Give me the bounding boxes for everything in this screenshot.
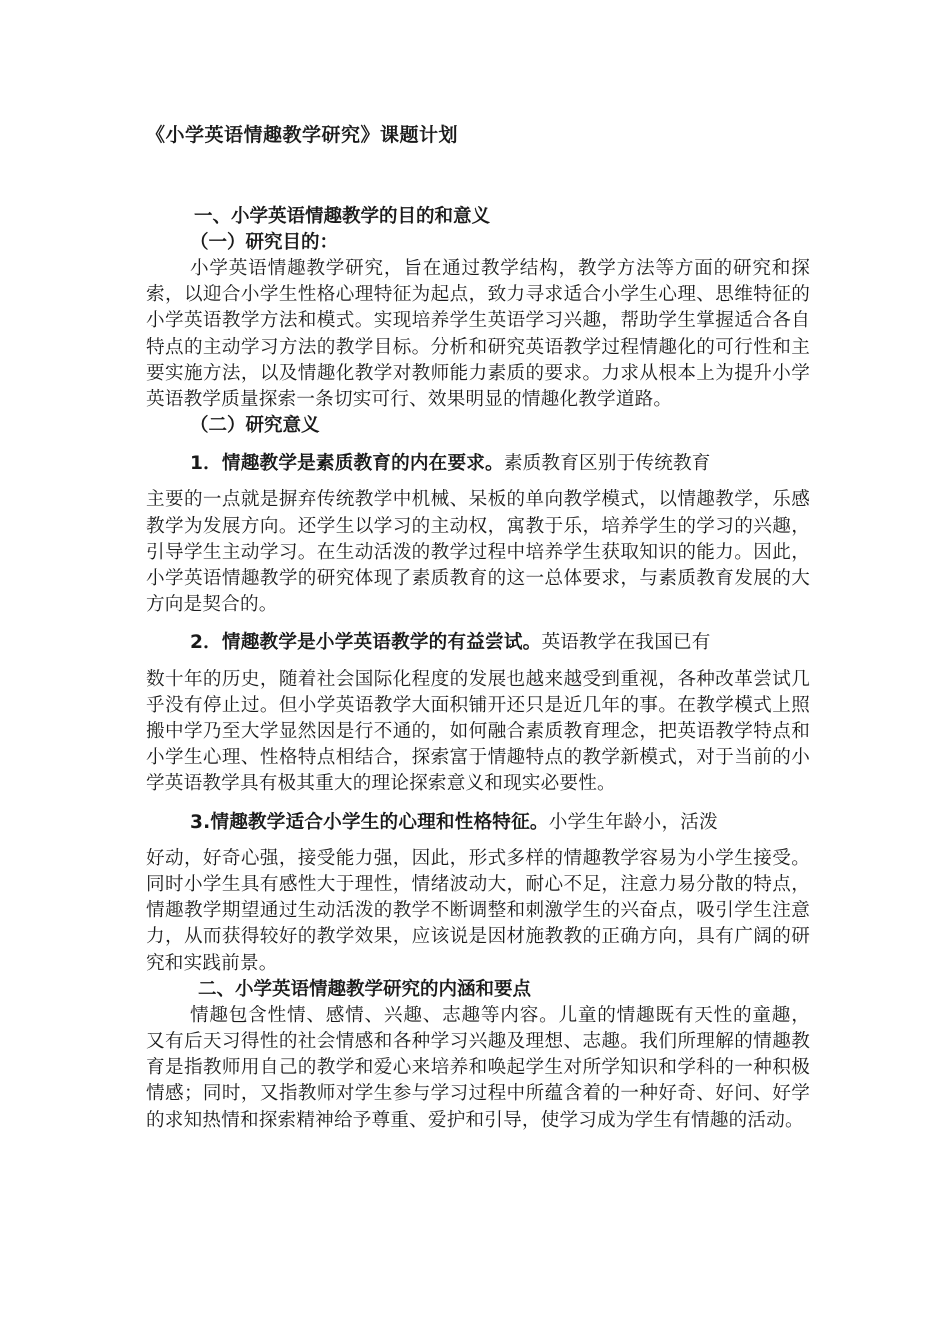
- section1-heading: 一、小学英语情趣教学的目的和意义: [194, 206, 491, 227]
- section2-heading: 二、小学英语情趣教学研究的内涵和要点: [198, 978, 532, 1000]
- section2-paragraph: 情趣包含性情、感情、兴趣、志趣等内容。儿童的情趣既有天性的童趣，又有后天习得性的社会情感和各种学习兴趣及理想、志趣。我们所理解的情趣教育是指教师用自己的教学和爱心来培养和唤起学生对所学知识和学科的一种积极情感；同时，又指教师对学生参与学习过程中所蕴含着的一种好奇、好问、好学的求知热情和探索精神给予尊重、爱护和引导，使学习成为学生有情趣的活动。: [146, 1004, 810, 1131]
- point-2-lead: 2．情趣教学是小学英语教学的有益尝试。: [190, 632, 542, 654]
- point-2-text: 数十年的历史，随着社会国际化程度的发展也越来越受到重视，各种改革尝试几乎没有停止过。但小学英语教学大面积铺开还只是近几年的事。在教学模式上照搬中学乃至大学显然因是行不通的，如何融合素质教育理念，把英语教学特点和小学生心理、性格特点相结合，探索富于情趣特点的教学新模式，对于当前的小学英语教学具有极其重大的理论探索意义和现实必要性。: [146, 668, 810, 795]
- section1-sub2-heading: （二）研究意义: [190, 415, 320, 437]
- point-3-lead: 3.情趣教学适合小学生的心理和性格特征。: [190, 811, 549, 833]
- point-1-paragraph: [146, 451, 810, 477]
- section1-sub1-heading: （一）研究目的：: [190, 232, 339, 253]
- point-2-first-line: [146, 630, 810, 656]
- spacer: [146, 150, 810, 204]
- point-1-lead: 1．情趣教学是素质教育的内在要求。: [190, 453, 504, 475]
- document-title: 《小学英语情趣教学研究》课题计划: [146, 124, 459, 146]
- point-2-first-line-rest: 英语教学在我国已有: [541, 632, 711, 654]
- document-body: [146, 120, 810, 1134]
- point-3-first-line-rest: 小学生年龄小，活泼: [548, 811, 718, 833]
- section1-sub1-paragraph: 小学英语情趣教学研究，旨在通过教学结构，教学方法等方面的研究和探索，以迎合小学生性格心理特征为起点，致力寻求适合小学生心理、思维特征的小学英语教学方法和模式。实现培养学生英语学习兴趣，帮助学生掌握适合各自特点的主动学习方法的教学目标。分析和研究英语教学过程情趣化的可行性和主要实施方法，以及情趣化教学对教师能力素质的要求。力求从根本上为提升小学英语教学质量探索一条切实可行、效果明显的情趣化教学道路。: [146, 258, 810, 411]
- point-1-first-line: [146, 451, 810, 477]
- point-3-first-line: [146, 810, 810, 836]
- point-1-text: 主要的一点就是摒弃传统教学中机械、呆板的单向教学模式，以情趣教学，乐感教学为发展方向。还学生以学习的主动权，寓教于乐，培养学生的学习的兴趣，引导学生主动学习。在生动活泼的教学过程中培养学生获取知识的能力。因此，小学英语情趣教学的研究体现了素质教育的这一总体要求，与素质教育发展的大方向是契合的。: [146, 489, 810, 616]
- point-1-first-line-rest: 素质教育区别于传统教育: [503, 453, 711, 475]
- point-2-paragraph: [146, 630, 810, 656]
- point-3-paragraph: [146, 810, 810, 836]
- point-3-text: 好动，好奇心强，接受能力强，因此，形式多样的情趣教学容易为小学生接受。同时小学生具有感性大于理性，情绪波动大，耐心不足，注意力易分散的特点，情趣教学期望通过生动活泼的教学不断调整和刺激学生的兴奋点，吸引学生注意力，从而获得较好的教学效果，应该说是因材施教教的正确方向，具有广阔的研究和实践前景。: [146, 847, 810, 974]
